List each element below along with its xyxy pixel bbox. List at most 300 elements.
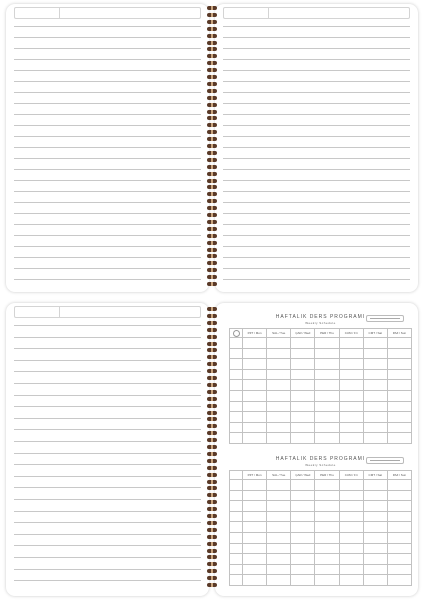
- date-field[interactable]: [366, 457, 404, 464]
- schedule-cell[interactable]: [339, 348, 363, 359]
- ruled-line: [14, 180, 201, 181]
- spiral-coil: [207, 542, 217, 546]
- schedule-cell[interactable]: [387, 348, 411, 359]
- schedule-cell[interactable]: [387, 401, 411, 412]
- spiral-coil: [207, 549, 217, 553]
- schedule-cell[interactable]: [267, 501, 291, 512]
- schedule-cell[interactable]: [267, 532, 291, 543]
- spiral-coil: [207, 206, 217, 210]
- schedule-cell[interactable]: [243, 338, 267, 349]
- ruled-lines: [223, 7, 410, 286]
- spiral-coil: [207, 314, 217, 318]
- ruled-line: [14, 580, 201, 581]
- spiral-coil: [207, 123, 217, 127]
- ruled-line: [14, 103, 201, 104]
- day-column-header: CUM / Fri: [339, 329, 363, 338]
- schedule-cell[interactable]: [363, 359, 387, 370]
- ruled-line: [223, 202, 410, 203]
- time-cell[interactable]: [230, 554, 243, 565]
- spiral-coil: [207, 172, 217, 176]
- schedule-cell[interactable]: [387, 532, 411, 543]
- schedule-cell[interactable]: [243, 522, 267, 533]
- schedule-cell[interactable]: [387, 511, 411, 522]
- spiral-coil: [207, 569, 217, 573]
- schedule-cell[interactable]: [243, 401, 267, 412]
- spiral-coil: [207, 254, 217, 258]
- schedule-cell[interactable]: [291, 433, 315, 444]
- schedule-row: [230, 412, 412, 423]
- schedule-cell[interactable]: [267, 490, 291, 501]
- time-cell[interactable]: [230, 480, 243, 491]
- schedule-cell[interactable]: [267, 412, 291, 423]
- time-cell[interactable]: [230, 543, 243, 554]
- time-cell[interactable]: [230, 348, 243, 359]
- schedule-cell[interactable]: [243, 422, 267, 433]
- schedule-cell[interactable]: [363, 422, 387, 433]
- spiral-coil: [207, 6, 217, 10]
- schedule-header-row: [230, 471, 412, 480]
- schedule-cell[interactable]: [339, 369, 363, 380]
- spiral-coil: [207, 275, 217, 279]
- spiral-coil: [207, 528, 217, 532]
- spiral-coil: [207, 383, 217, 387]
- schedule-cell[interactable]: [291, 564, 315, 575]
- ruled-line: [14, 337, 201, 338]
- schedule-cell[interactable]: [243, 348, 267, 359]
- schedule-cell[interactable]: [267, 380, 291, 391]
- ruled-lines: [14, 306, 201, 590]
- schedule-cell[interactable]: [387, 490, 411, 501]
- spiral-coil: [207, 248, 217, 252]
- schedule-cell[interactable]: [243, 480, 267, 491]
- time-cell[interactable]: [230, 422, 243, 433]
- schedule-cell[interactable]: [315, 401, 339, 412]
- schedule-cell[interactable]: [363, 522, 387, 533]
- ruled-line: [14, 213, 201, 214]
- ruled-line: [14, 406, 201, 407]
- spiral-coil: [207, 390, 217, 394]
- schedule-cell[interactable]: [243, 575, 267, 586]
- spiral-coil: [207, 158, 217, 162]
- schedule-cell[interactable]: [363, 390, 387, 401]
- time-cell[interactable]: [230, 501, 243, 512]
- spiral-coil: [207, 241, 217, 245]
- schedule-cell[interactable]: [363, 554, 387, 565]
- ruled-line: [14, 257, 201, 258]
- top-right-page: [215, 4, 418, 292]
- spiral-coil: [207, 404, 217, 408]
- schedule-cell[interactable]: [339, 401, 363, 412]
- date-field[interactable]: [366, 315, 404, 322]
- spiral-coil: [207, 348, 217, 352]
- day-column-header: ÇAR / Wed: [291, 471, 315, 480]
- schedule-cell[interactable]: [387, 554, 411, 565]
- schedule-cell[interactable]: [291, 390, 315, 401]
- schedule-cell[interactable]: [315, 532, 339, 543]
- spiral-coil: [207, 199, 217, 203]
- schedule-cell[interactable]: [339, 433, 363, 444]
- schedule-cell[interactable]: [243, 359, 267, 370]
- top-left-page: [6, 4, 209, 292]
- spiral-coil: [207, 27, 217, 31]
- schedule-cell[interactable]: [267, 433, 291, 444]
- schedule-cell[interactable]: [315, 490, 339, 501]
- schedule-cell[interactable]: [291, 532, 315, 543]
- schedule-cell[interactable]: [339, 480, 363, 491]
- schedule-cell[interactable]: [267, 422, 291, 433]
- spiral-coil: [207, 438, 217, 442]
- schedule-cell[interactable]: [291, 575, 315, 586]
- schedule-title: HAFTALIK DERS PROGRAMI: [275, 456, 366, 462]
- spiral-coil: [207, 342, 217, 346]
- ruled-line: [14, 522, 201, 523]
- day-column-header: PZT / Mon: [243, 471, 267, 480]
- schedule-cell[interactable]: [363, 348, 387, 359]
- day-column-header: CMT / Sat: [363, 471, 387, 480]
- ruled-line: [223, 37, 410, 38]
- time-cell[interactable]: [230, 490, 243, 501]
- schedule-row: [230, 490, 412, 501]
- schedule-cell[interactable]: [315, 338, 339, 349]
- ruled-line: [14, 383, 201, 384]
- schedule-cell[interactable]: [243, 380, 267, 391]
- schedule-cell[interactable]: [339, 422, 363, 433]
- schedule-cell[interactable]: [363, 412, 387, 423]
- day-column-header: SAL / Tue: [267, 329, 291, 338]
- time-cell[interactable]: [230, 522, 243, 533]
- page-header-strip: [223, 7, 410, 19]
- ruled-line: [223, 26, 410, 27]
- schedule-cell[interactable]: [243, 433, 267, 444]
- bottom-notebook-spread: [6, 303, 418, 596]
- schedule-cell[interactable]: [267, 522, 291, 533]
- schedule-table: [229, 470, 412, 586]
- ruled-line: [223, 180, 410, 181]
- ruled-line: [223, 59, 410, 60]
- schedule-row: [230, 369, 412, 380]
- ruled-line: [223, 268, 410, 269]
- schedule-cell[interactable]: [315, 554, 339, 565]
- schedule-cell[interactable]: [339, 564, 363, 575]
- schedule-cell[interactable]: [387, 543, 411, 554]
- schedule-cell[interactable]: [339, 390, 363, 401]
- schedule-cell[interactable]: [243, 511, 267, 522]
- schedule-cell[interactable]: [387, 359, 411, 370]
- schedule-cell[interactable]: [291, 348, 315, 359]
- schedule-row: [230, 338, 412, 349]
- day-column-header: PAZ / Sun: [387, 471, 411, 480]
- ruled-line: [14, 569, 201, 570]
- schedule-cell[interactable]: [267, 369, 291, 380]
- schedule-cell[interactable]: [243, 369, 267, 380]
- schedule-cell[interactable]: [387, 380, 411, 391]
- spiral-coil: [207, 89, 217, 93]
- spiral-coil: [207, 213, 217, 217]
- spiral-coil: [207, 466, 217, 470]
- day-column-header: ÇAR / Wed: [291, 329, 315, 338]
- time-cell[interactable]: [230, 511, 243, 522]
- schedule-header-row: [230, 329, 412, 338]
- schedule-cell[interactable]: [339, 543, 363, 554]
- schedule-cell[interactable]: [267, 575, 291, 586]
- schedule-cell[interactable]: [315, 348, 339, 359]
- schedule-row: [230, 359, 412, 370]
- schedule-cell[interactable]: [291, 359, 315, 370]
- schedule-cell[interactable]: [363, 401, 387, 412]
- spiral-coil: [207, 234, 217, 238]
- date-line: [370, 460, 400, 461]
- spiral-coil: [207, 562, 217, 566]
- schedule-cell[interactable]: [363, 369, 387, 380]
- time-cell[interactable]: [230, 359, 243, 370]
- spiral-binding-icon: [207, 307, 217, 593]
- spiral-coil: [207, 179, 217, 183]
- ruled-line: [223, 235, 410, 236]
- ruled-line: [223, 103, 410, 104]
- schedule-cell[interactable]: [315, 511, 339, 522]
- schedule-cell[interactable]: [267, 511, 291, 522]
- schedule-cell[interactable]: [387, 338, 411, 349]
- schedule-cell[interactable]: [339, 359, 363, 370]
- schedule-cell[interactable]: [291, 480, 315, 491]
- schedule-cell[interactable]: [363, 501, 387, 512]
- schedule-cell[interactable]: [315, 422, 339, 433]
- ruled-line: [223, 92, 410, 93]
- schedule-cell[interactable]: [315, 380, 339, 391]
- spiral-coil: [207, 41, 217, 45]
- schedule-cell[interactable]: [339, 380, 363, 391]
- schedule-cell[interactable]: [363, 433, 387, 444]
- day-column-header: CUM / Fri: [339, 471, 363, 480]
- schedule-cell[interactable]: [339, 490, 363, 501]
- ruled-line: [14, 545, 201, 546]
- schedule-cell[interactable]: [243, 543, 267, 554]
- schedule-cell[interactable]: [267, 564, 291, 575]
- schedule-cell[interactable]: [363, 338, 387, 349]
- spiral-coil: [207, 521, 217, 525]
- ruled-line: [14, 235, 201, 236]
- schedule-cell[interactable]: [267, 348, 291, 359]
- schedule-cell[interactable]: [315, 369, 339, 380]
- spiral-coil: [207, 424, 217, 428]
- schedule-cell[interactable]: [387, 564, 411, 575]
- time-cell[interactable]: [230, 390, 243, 401]
- schedule-row: [230, 575, 412, 586]
- day-column-header: PER / Thu: [315, 329, 339, 338]
- spiral-coil: [207, 192, 217, 196]
- ruled-line: [14, 125, 201, 126]
- spiral-coil: [207, 514, 217, 518]
- ruled-line: [14, 268, 201, 269]
- schedule-row: [230, 422, 412, 433]
- schedule-cell[interactable]: [291, 501, 315, 512]
- schedule-cell[interactable]: [339, 532, 363, 543]
- time-cell[interactable]: [230, 575, 243, 586]
- schedule-cell[interactable]: [363, 575, 387, 586]
- schedule-cell[interactable]: [243, 390, 267, 401]
- schedule-body: [230, 338, 412, 444]
- page-header-strip: [14, 7, 201, 19]
- spiral-coil: [207, 397, 217, 401]
- schedule-cell[interactable]: [267, 390, 291, 401]
- spiral-coil: [207, 20, 217, 24]
- schedule-cell[interactable]: [291, 554, 315, 565]
- schedule-cell[interactable]: [315, 433, 339, 444]
- ruled-lines: [14, 7, 201, 286]
- spiral-coil: [207, 321, 217, 325]
- ruled-line: [223, 158, 410, 159]
- schedule-cell[interactable]: [315, 359, 339, 370]
- spiral-coil: [207, 151, 217, 155]
- ruled-line: [14, 169, 201, 170]
- schedule-cell[interactable]: [315, 480, 339, 491]
- spiral-coil: [207, 459, 217, 463]
- day-column-header: CMT / Sat: [363, 329, 387, 338]
- schedule-cell[interactable]: [339, 338, 363, 349]
- spiral-coil: [207, 13, 217, 17]
- schedule-row: [230, 390, 412, 401]
- schedule-cell[interactable]: [315, 501, 339, 512]
- header-divider: [268, 8, 269, 18]
- ruled-line: [14, 487, 201, 488]
- schedule-cell[interactable]: [267, 401, 291, 412]
- schedule-cell[interactable]: [243, 554, 267, 565]
- schedule-cell[interactable]: [291, 380, 315, 391]
- header-divider: [59, 8, 60, 18]
- time-cell[interactable]: [230, 564, 243, 575]
- schedule-cell[interactable]: [243, 532, 267, 543]
- schedule-cell[interactable]: [291, 369, 315, 380]
- schedule-cell[interactable]: [387, 575, 411, 586]
- schedule-cell[interactable]: [243, 564, 267, 575]
- time-cell[interactable]: [230, 412, 243, 423]
- ruled-line: [14, 418, 201, 419]
- schedule-cell[interactable]: [363, 480, 387, 491]
- time-cell[interactable]: [230, 401, 243, 412]
- schedule-title: HAFTALIK DERS PROGRAMI: [275, 314, 366, 320]
- schedule-cell[interactable]: [363, 511, 387, 522]
- ruled-line: [14, 37, 201, 38]
- schedule-cell[interactable]: [387, 433, 411, 444]
- schedule-cell[interactable]: [243, 412, 267, 423]
- spiral-coil: [207, 583, 217, 587]
- schedule-cell[interactable]: [339, 412, 363, 423]
- schedule-cell[interactable]: [291, 338, 315, 349]
- spiral-coil: [207, 328, 217, 332]
- schedule-cell[interactable]: [291, 422, 315, 433]
- page-header-strip: [14, 306, 201, 318]
- spiral-coil: [207, 355, 217, 359]
- time-cell[interactable]: [230, 338, 243, 349]
- schedule-cell[interactable]: [291, 490, 315, 501]
- schedule-cell[interactable]: [387, 412, 411, 423]
- schedule-cell[interactable]: [387, 480, 411, 491]
- spiral-coil: [207, 376, 217, 380]
- spiral-coil: [207, 480, 217, 484]
- ruled-line: [14, 70, 201, 71]
- schedule-cell[interactable]: [363, 380, 387, 391]
- weekly-schedule-bottom: [229, 456, 412, 591]
- schedule-cell[interactable]: [267, 338, 291, 349]
- spiral-coil: [207, 268, 217, 272]
- ruled-line: [223, 246, 410, 247]
- day-column-header: PZT / Mon: [243, 329, 267, 338]
- schedule-cell[interactable]: [363, 532, 387, 543]
- time-cell[interactable]: [230, 369, 243, 380]
- schedule-cell[interactable]: [291, 412, 315, 423]
- schedule-row: [230, 511, 412, 522]
- schedule-cell[interactable]: [387, 390, 411, 401]
- schedule-cell[interactable]: [243, 490, 267, 501]
- spiral-coil: [207, 47, 217, 51]
- time-cell[interactable]: [230, 433, 243, 444]
- time-cell[interactable]: [230, 380, 243, 391]
- ruled-line: [14, 534, 201, 535]
- spiral-coil: [207, 335, 217, 339]
- spiral-coil: [207, 137, 217, 141]
- header-divider: [59, 307, 60, 317]
- schedule-cell[interactable]: [315, 390, 339, 401]
- schedule-cell[interactable]: [363, 564, 387, 575]
- ruled-line: [14, 158, 201, 159]
- schedule-cell[interactable]: [267, 543, 291, 554]
- schedule-cell[interactable]: [339, 511, 363, 522]
- ruled-line: [14, 499, 201, 500]
- schedule-cell[interactable]: [243, 501, 267, 512]
- schedule-cell[interactable]: [315, 412, 339, 423]
- spiral-coil: [207, 500, 217, 504]
- ruled-line: [14, 464, 201, 465]
- schedule-body: [230, 480, 412, 586]
- schedule-cell[interactable]: [339, 575, 363, 586]
- schedule-cell[interactable]: [339, 522, 363, 533]
- ruled-line: [14, 114, 201, 115]
- schedule-cell[interactable]: [267, 480, 291, 491]
- spiral-binding-icon: [207, 6, 217, 290]
- schedule-cell[interactable]: [267, 359, 291, 370]
- ruled-line: [14, 429, 201, 430]
- schedule-cell[interactable]: [363, 490, 387, 501]
- schedule-cell[interactable]: [315, 522, 339, 533]
- schedule-cell[interactable]: [315, 564, 339, 575]
- spiral-coil: [207, 555, 217, 559]
- schedule-cell[interactable]: [291, 401, 315, 412]
- schedule-cell[interactable]: [363, 543, 387, 554]
- time-cell[interactable]: [230, 532, 243, 543]
- schedule-cell[interactable]: [387, 501, 411, 512]
- schedule-cell[interactable]: [315, 543, 339, 554]
- schedule-cell[interactable]: [387, 422, 411, 433]
- ruled-line: [14, 371, 201, 372]
- schedule-cell[interactable]: [291, 522, 315, 533]
- schedule-cell[interactable]: [387, 369, 411, 380]
- ruled-line: [14, 246, 201, 247]
- ruled-line: [14, 360, 201, 361]
- schedule-cell[interactable]: [339, 501, 363, 512]
- schedule-cell[interactable]: [339, 554, 363, 565]
- ruled-line: [223, 125, 410, 126]
- schedule-cell[interactable]: [315, 575, 339, 586]
- schedule-cell[interactable]: [267, 554, 291, 565]
- ruled-line: [223, 48, 410, 49]
- schedule-cell[interactable]: [291, 543, 315, 554]
- spiral-coil: [207, 68, 217, 72]
- schedule-cell[interactable]: [291, 511, 315, 522]
- ruled-line: [14, 395, 201, 396]
- schedule-cell[interactable]: [387, 522, 411, 533]
- spiral-coil: [207, 227, 217, 231]
- spiral-coil: [207, 535, 217, 539]
